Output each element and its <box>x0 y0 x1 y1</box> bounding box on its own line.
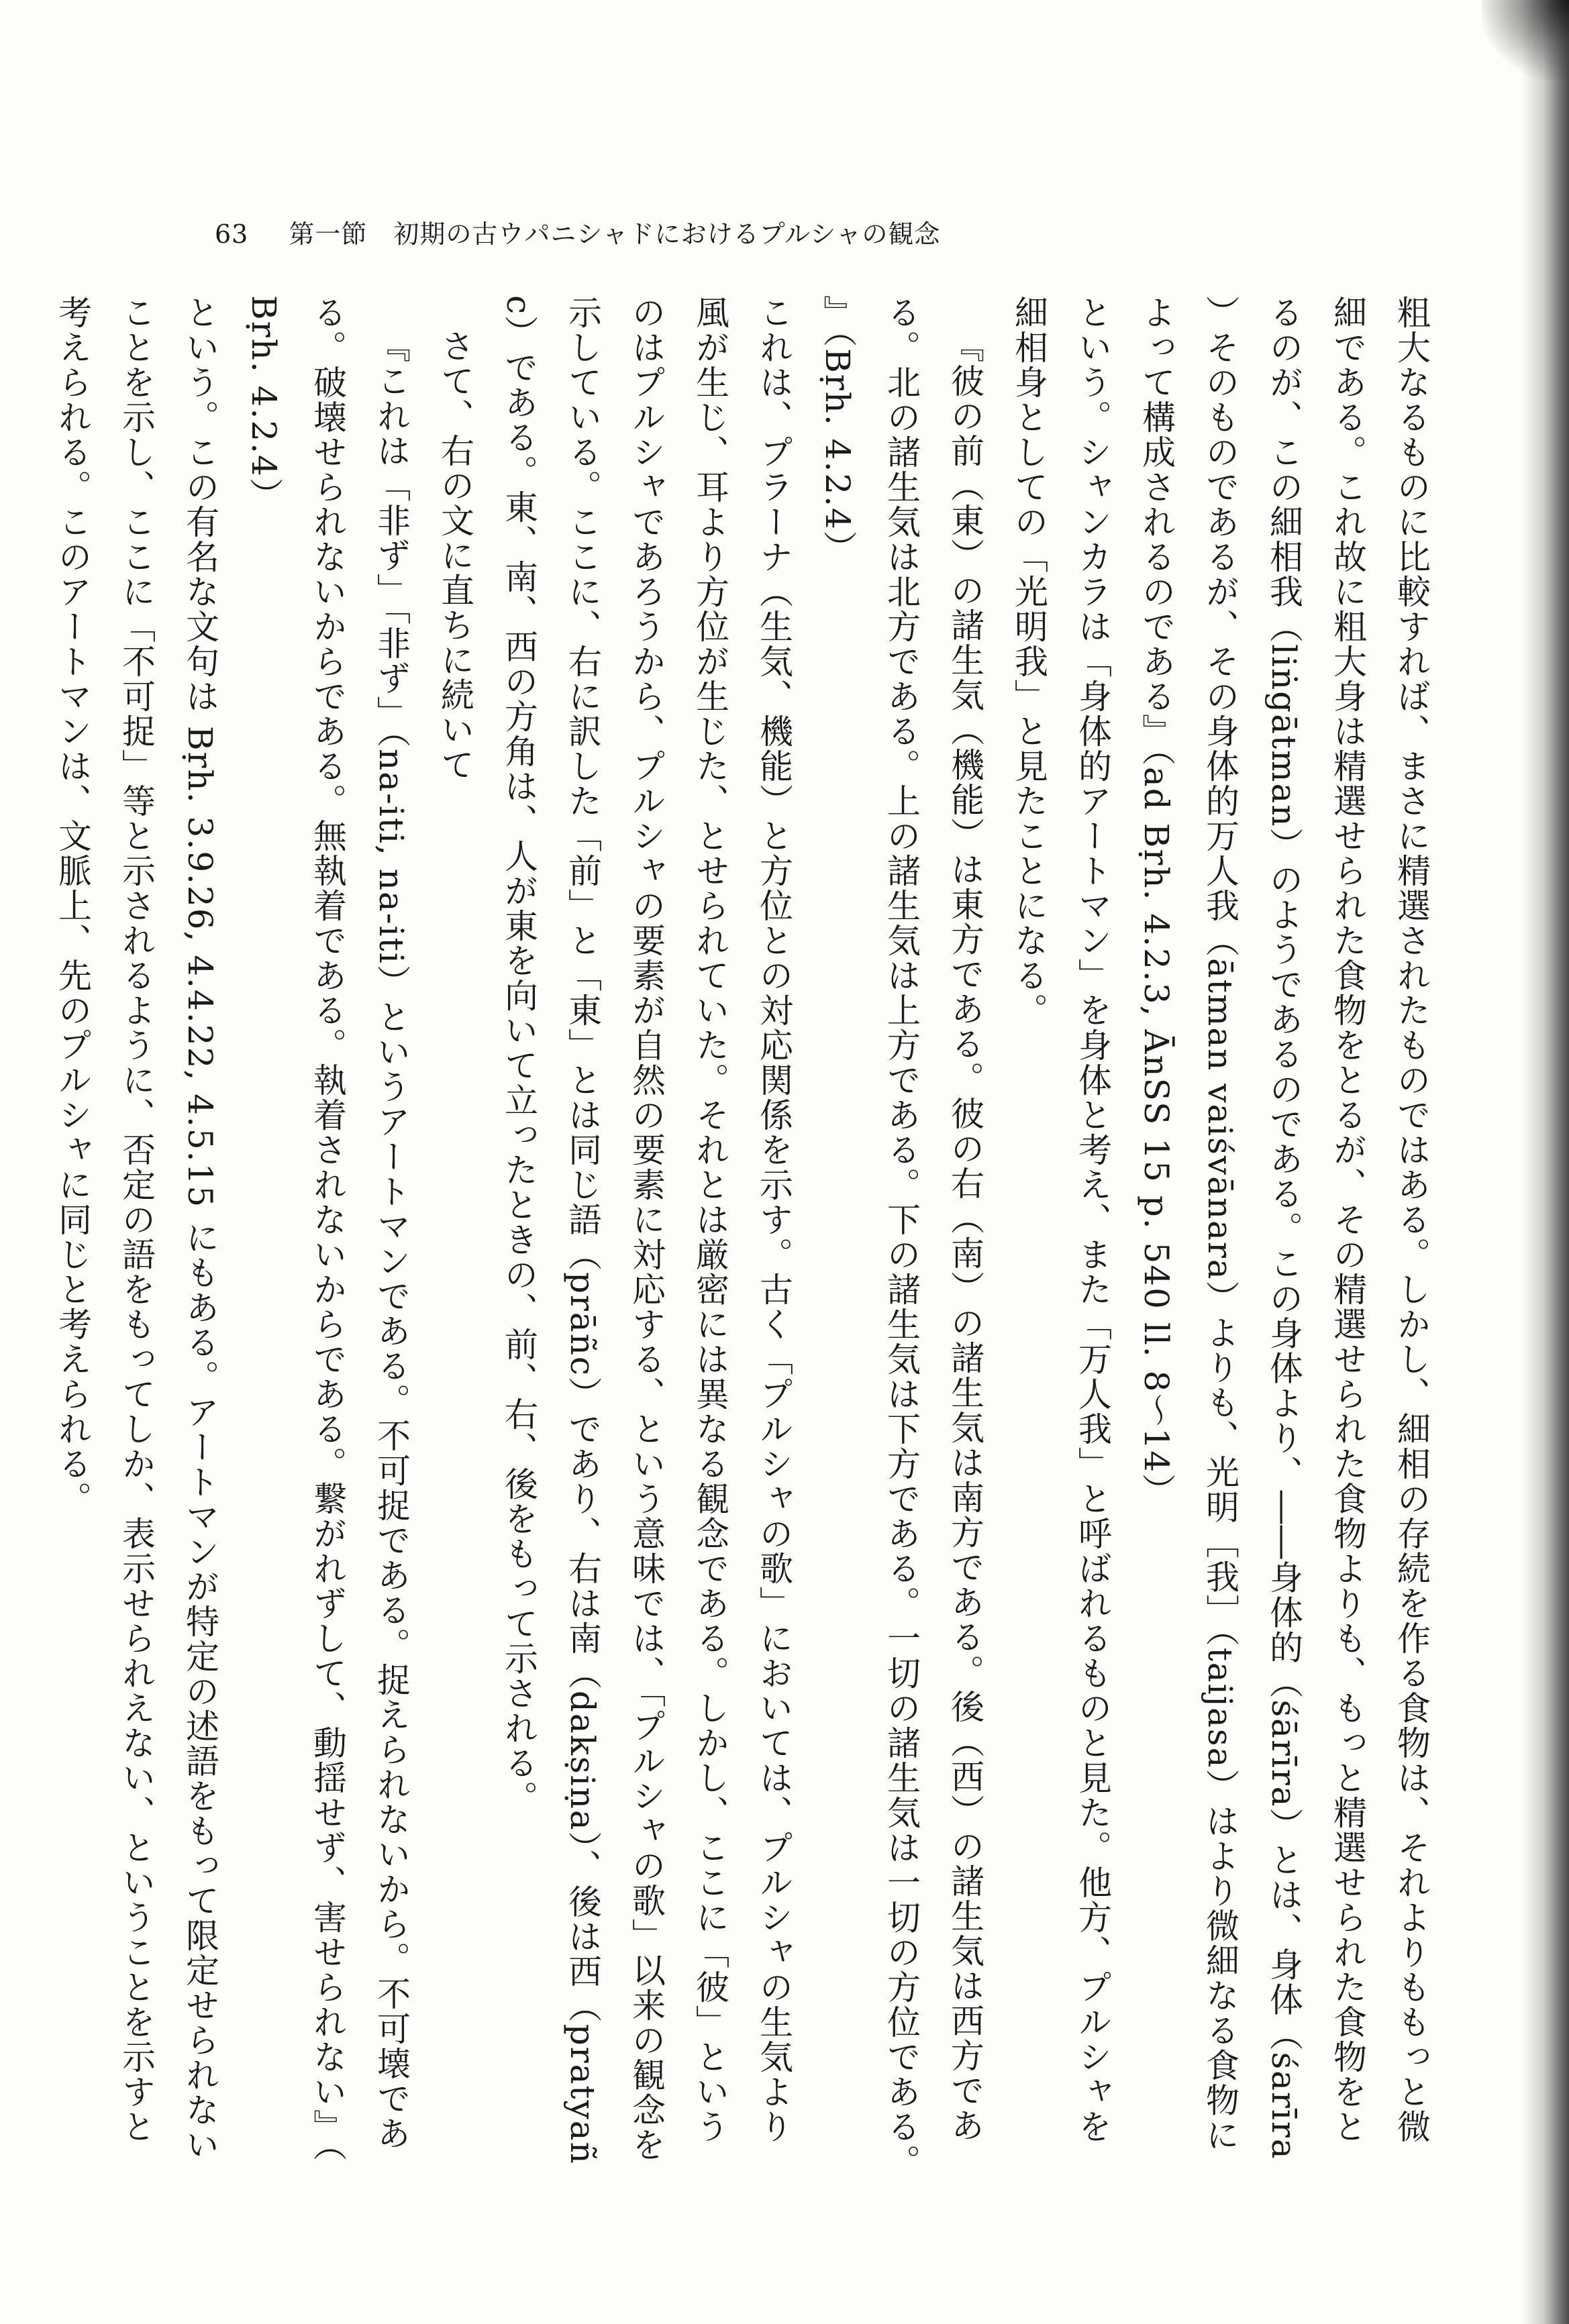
paragraph-shankara-comment: という。シャンカラは「身体的アートマン」を身体と考え、また「万人我」と呼ばれるものと見た。他方、プルシャを細相身としての「光明我」と見たことになる。 <box>1009 295 1112 2144</box>
paragraph-quote-continuation: 粗大なるものに比較すれば、まさに精選されたものではある。しかし、細相の存続を作る食物は、それよりももっと微細である。これ故に粗大身は精選せられた食物をとるが、その精選せられた食物よりも、もっと精選せられた食物をとるのが、この細相我（liṅgātman）のようであるのである。この身体より、――身体的（śārīra）とは、身体（śarīra）そのものであるが、その身体的万人我（ātman vaiśvānara）よりも、光明［我］（taijasa）はより微細なる食物によって構成されるのである』（ad Bṛh. 4.2.3, ĀnSS 15 p. 540 ll. 8〜14） <box>1137 295 1431 2160</box>
paragraph-quote-neti-neti: 『これは「非ず」「非ず」（na-iti, na-iti）というアートマンである。不可捉である。捉えられないから。不可壊である。破壊せられないからである。無執着である。執着されないからである。繋がれずして、動揺せず、害せられない』（Bṛh. 4.2.4） <box>244 295 411 2162</box>
paragraph-prana-directions: これは、プラーナ（生気、機能）と方位との対応関係を示す。古く「プルシャの歌」においては、プルシャの生気より風が生じ、耳より方位が生じた、とせられていた。それとは厳密には異なる観念である。しかし、ここに「彼」というのはプルシャであろうから、プルシャの要素が自然の要素に対応する、という意味では、「プルシャの歌」以来の観念を示している。ここに、右に訳した「前」と「東」とは同じ語（prāñc）であり、右は南（dakṣiṇa）、後は西（pratyañc）である。東、南、西の方角は、人が東を向いて立ったときの、前、右、後をもって示される。 <box>499 295 793 2165</box>
paragraph-neti-neti-comment: という。この有名な文句は Bṛh. 3.9.26, 4.4.22, 4.5.15 にもある。アートマンが特定の述語をもって限定せられないことを示し、ここに「不可捉」等と示されるように、否定の語をもってしか、表示せられえない、ということを示すと考えられる。このアートマンは、文脈上、先のプルシャに同じと考えられる。 <box>53 295 219 2163</box>
section-title: 第一節 初期の古ウパニシャドにおけるプルシャの観念 <box>289 219 941 249</box>
running-head <box>215 213 940 250</box>
paragraph-transition: さて、右の文に直ちに続いて <box>436 329 474 782</box>
vertical-text-column <box>53 295 1443 2174</box>
body-text <box>53 295 1443 2174</box>
page-number: 63 <box>215 219 249 249</box>
paragraph-quote-directions: 『彼の前（東）の諸生気（機能）は東方である。彼の右（南）の諸生気は南方である。後（西）の諸生気は西方である。北の諸生気は北方である。上の諸生気は上方である。下の諸生気は下方である。一切の諸生気は一切の方位である。』（Bṛh. 4.2.4） <box>818 295 984 2162</box>
scan-corner-shadow <box>1482 0 1569 81</box>
scan-edge-shadow <box>1522 0 1569 2324</box>
